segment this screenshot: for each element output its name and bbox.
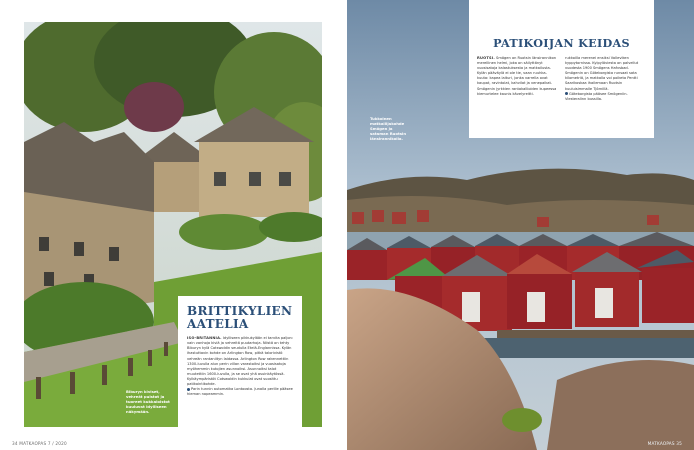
issue: 7 / 2020 <box>47 441 67 446</box>
tip-bullet-icon <box>187 388 190 391</box>
photo-caption: Tukkoinen matkailijakohde Smögen ja sataman Ruotsin länsirannikolla. <box>370 116 407 141</box>
tip-bullet-icon <box>565 92 568 95</box>
article-columns <box>477 56 646 102</box>
body-col1: Smögen on Ruotsin länsirannikon merellinen helmi, joka on säilyttänyt vuosisatoja kalastuksesta ja matkailusta. Kylän pääväylä ei ole tie, vaan ruuhka-kuuta: kapea laituri, jonka varrella ovat kaupat, ravintolat, kahvilat ja venepaikat. Smögenin jyrkkien rantakallioiden kupeessa kiemurtelee kaunis kävelyreitti. <box>477 56 557 96</box>
magazine-name: MATKAOPAS <box>647 441 675 446</box>
footer-right <box>648 441 682 446</box>
page-number: 35 <box>676 441 682 446</box>
body-col2: rukkoilla merenei ensiksi Valleviken kyppytornissa. Kylpyläviesta on palvellut vuodesta 1900 Smögens Hafvsbad. Smögenin on Göteborgista runsaat sata kilometriä, ja matkalla voi poiketa Pentti Saarikoskaa ihailemaan Ruotsin kuuluisimmalle Tjörnillä. <box>565 56 639 91</box>
footer-left <box>12 441 67 446</box>
column-2 <box>565 56 646 102</box>
lead-in: RUOTSI. <box>477 56 495 60</box>
page-number: 34 <box>12 441 18 446</box>
tip-text: Göteborgista pääsee Smögeniin. Viesteralinn bussilla. <box>565 91 628 101</box>
right-page <box>347 0 694 450</box>
tip-text: Parin tunnin automatka Lontoosta. Junalla perille pääsee hieman nopeammin. <box>187 387 293 397</box>
headline: PATIKOIJAN KEIDAS <box>493 36 630 50</box>
body-text: Idylliseen pikkukylään ei tarvita paljon: vain vanhoja kiviä ja vehreitä puutarhoja. Niistä on tehty Biburyn kylä Cotswoldin seudulla Etelä-Englannissa. Kylän ihastuttavin kohde on Arlington Row, pitkä talorivistö vehreän rantaniityn laidassa. Arlington Row rakennettiin 1300-luvulla alun perin villan varastoiksi ja vuosisatoja myöhemmin kutojien asunnoiksi. Asunnoiksi talot muutettiin 1600-luvulla, ja se ovat yhä asuinkäytössä. Kylkäympäristöt Cotswoldin kukkulat ovat suosittu patikointikohde. <box>187 336 294 387</box>
photo-caption: Biburyn kiviset, vehreät puistot ja tuoreet kukkaloistot kuuluvat idylliseen näkymään. <box>126 389 170 414</box>
lead-in: ISO-BRITANNIA. <box>187 336 222 341</box>
column-1 <box>477 56 558 102</box>
magazine-name: MATKAOPAS <box>19 441 47 446</box>
article-box-smogen <box>469 0 654 138</box>
article-body <box>187 336 294 397</box>
article-box-bibury <box>178 296 302 427</box>
headline: BRITTIKYLIEN AATELIA <box>187 304 293 331</box>
